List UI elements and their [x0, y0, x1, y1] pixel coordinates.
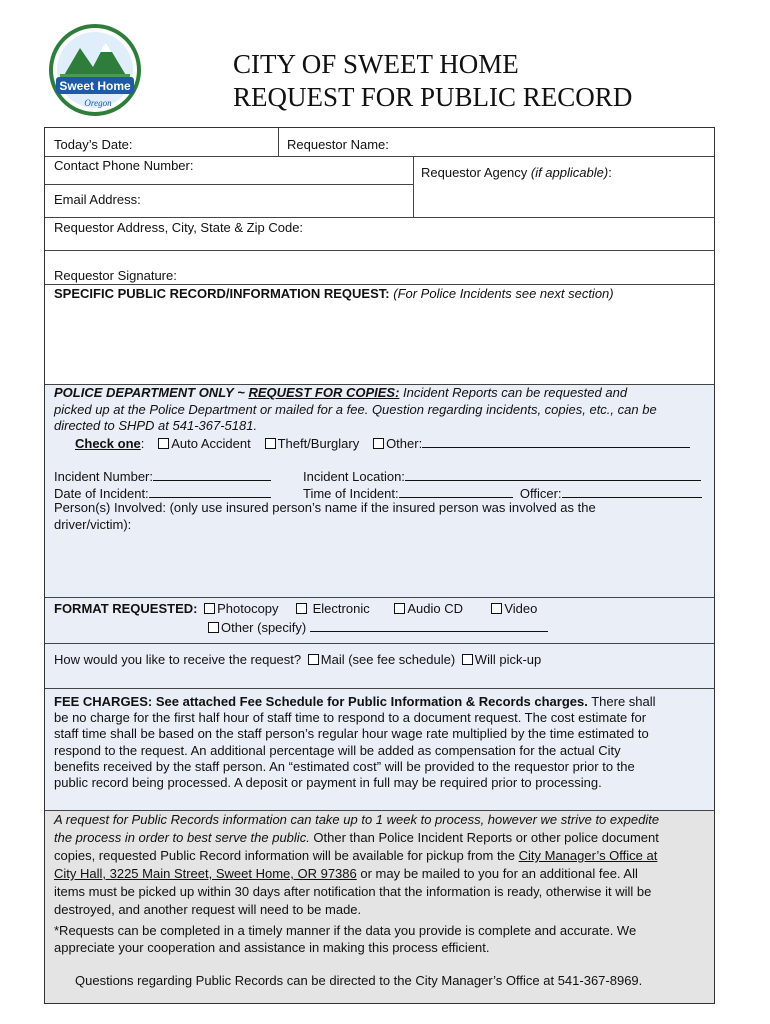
questions-contact: Questions regarding Public Records can be directed to the City Manager’s Office at 541-367-8969.	[75, 973, 643, 988]
format-requested-row: FORMAT REQUESTED: Photocopy Electronic Audio CD Video	[54, 601, 538, 616]
title-line-1: CITY OF SWEET HOME	[233, 49, 519, 79]
email-label: Email Address:	[54, 192, 141, 207]
receive-row: How would you like to receive the request? Mail (see fee schedule) Will pick-up	[54, 652, 542, 667]
agency-label: Requestor Agency (if applicable):	[421, 165, 612, 180]
check-one-row: Check one: Auto Accident Theft/Burglary Other:	[75, 435, 690, 451]
contact-phone-label: Contact Phone Number:	[54, 158, 194, 173]
logo-text: Sweet Home	[59, 79, 131, 93]
city-logo	[48, 22, 142, 122]
title-line-2: REQUEST FOR PUBLIC RECORD	[233, 82, 633, 112]
processing-info: A request for Public Records information can take up to 1 week to process, however we strive to expedite the process in order to best serve the public. Other than Police Incident Reports or other police document copies, requested Public Record information will be available for pickup from the City Manager’s Office at City Hall, 3225 Main Street, Sweet Home, OR 97386 or may be mailed to you for an additional fee. All items must be picked up within 30 days after notification that the information is ready, otherwise it will be destroyed, and another request will need to be made.	[54, 812, 660, 917]
completion-note: *Requests can be completed in a timely manner if the data you provide is complete and accurate. We appreciate your cooperation and assistance in making this process efficient.	[54, 923, 637, 955]
electronic-checkbox[interactable]	[296, 603, 307, 614]
logo-tagline: Oregon	[84, 98, 112, 108]
other-field[interactable]	[422, 435, 690, 448]
requestor-name-label: Requestor Name:	[287, 137, 389, 152]
format-other-checkbox[interactable]	[208, 622, 219, 633]
format-other-row: Other (specify)	[205, 619, 548, 635]
todays-date-label: Today’s Date:	[54, 137, 133, 152]
signature-label: Requestor Signature:	[54, 268, 177, 283]
video-checkbox[interactable]	[491, 603, 502, 614]
address-label: Requestor Address, City, State & Zip Code:	[54, 220, 304, 235]
pickup-checkbox[interactable]	[462, 654, 473, 665]
specific-request-label: SPECIFIC PUBLIC RECORD/INFORMATION REQUEST: (For Police Incidents see next section)	[54, 286, 614, 301]
page-title	[233, 48, 632, 114]
theft-burglary-checkbox[interactable]	[265, 438, 276, 449]
auto-accident-checkbox[interactable]	[158, 438, 169, 449]
fee-charges: FEE CHARGES: See attached Fee Schedule for Public Information & Records charges. There shall be no charge for the first half hour of staff time to respond to a document request. The cost estimate for staff time shall be based on the staff person’s regular hour wage rate multiplied by the time estimated to respond to the request. An additional percentage will be added as compensation for the actual City benefits received by the staff person. An “estimated cost” will be provided to the requestor prior to the public record being processed. A deposit or payment in full may be required prior to processing.	[54, 694, 656, 791]
mail-checkbox[interactable]	[308, 654, 319, 665]
request-form	[44, 127, 715, 1004]
other-checkbox[interactable]	[373, 438, 384, 449]
police-intro: POLICE DEPARTMENT ONLY ~ REQUEST FOR COPIES: Incident Reports can be requested and picked up at the Police Department or mailed for a fee. Question regarding incidents, copies, etc., can be directed to SHPD at 541-367-5181.	[54, 385, 657, 433]
date-of-incident-field: Date of Incident:	[54, 485, 271, 501]
audio-cd-checkbox[interactable]	[394, 603, 405, 614]
format-other-field[interactable]	[310, 619, 548, 632]
persons-involved-label: Person(s) Involved: (only use insured person’s name if the insured person was involved as the driver/victim):	[54, 500, 596, 532]
time-of-incident-field: Time of Incident: Officer:	[303, 485, 702, 501]
photocopy-checkbox[interactable]	[204, 603, 215, 614]
incident-number-field: Incident Number:	[54, 468, 271, 484]
incident-location-field: Incident Location:	[303, 468, 701, 484]
